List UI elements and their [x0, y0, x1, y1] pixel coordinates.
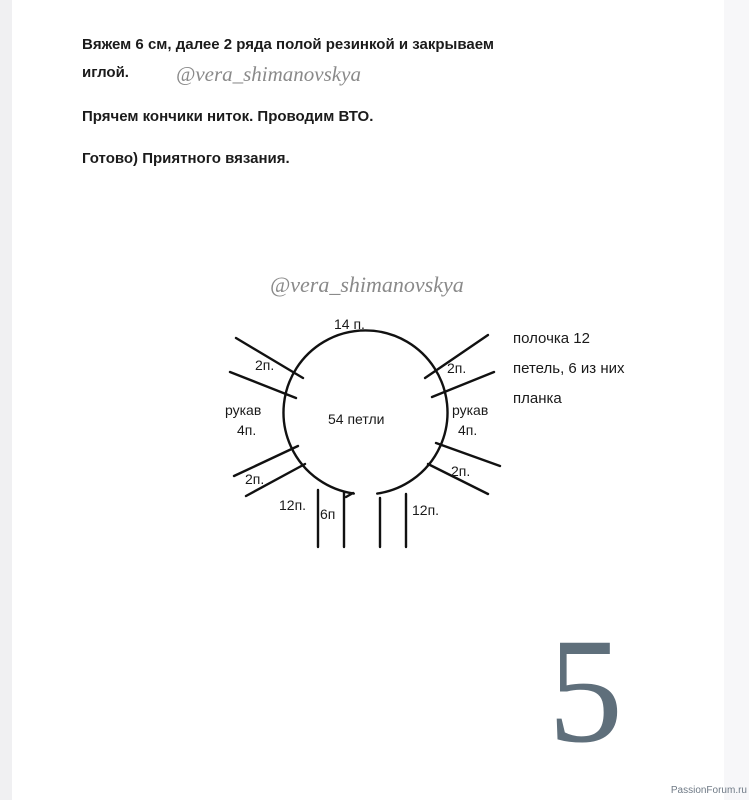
spoke-left-2: [230, 372, 296, 398]
label-sleeve-left-1: рукав: [225, 402, 262, 418]
label-sleeve-left-2: 4п.: [237, 422, 257, 438]
label-lower-right: 2п.: [451, 463, 471, 479]
label-front-left: 12п.: [279, 497, 307, 513]
label-upper-right: 2п.: [447, 360, 467, 376]
instruction-line-1: Вяжем 6 см, далее 2 ряда полой резинкой и закрываем: [82, 36, 494, 53]
label-placket: 6п: [320, 506, 336, 522]
label-sleeve-right-1: рукав: [452, 402, 489, 418]
label-front-right: 12п.: [412, 502, 440, 518]
instruction-line-3: Прячем кончики ниток. Проводим ВТО.: [82, 108, 374, 125]
spoke-left-3: [234, 446, 298, 476]
page-number: 5: [548, 608, 623, 774]
watermark-top: @vera_shimanovskya: [176, 62, 361, 86]
note-line-2: петель, 6 из них: [513, 360, 625, 377]
note-line-3: планка: [513, 390, 562, 407]
label-sleeve-right-2: 4п.: [458, 422, 478, 438]
label-top: 14 п.: [334, 316, 365, 332]
footer-watermark: PassionForum.ru: [670, 785, 747, 796]
label-center: 54 петли: [328, 411, 385, 427]
note-line-1: полочка 12: [513, 330, 590, 347]
instruction-line-2: иглой.: [82, 64, 129, 81]
watermark-diagram: @vera_shimanovskya: [270, 272, 464, 297]
label-upper-left: 2п.: [255, 357, 275, 373]
instruction-line-4: Готово) Приятного вязания.: [82, 150, 290, 167]
label-lower-left: 2п.: [245, 471, 265, 487]
